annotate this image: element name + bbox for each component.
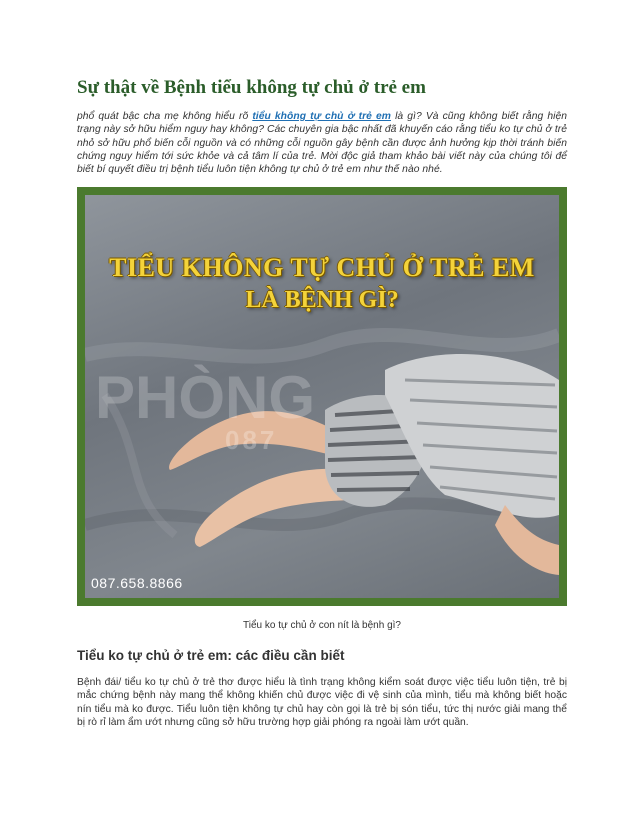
photo-watermark-phone: 087	[225, 425, 278, 455]
article-figure	[77, 187, 567, 606]
intro-link[interactable]: tiểu không tự chủ ở trẻ em	[252, 111, 392, 122]
image-caption: Tiểu ko tự chủ ở con nít là bệnh gì?	[243, 620, 401, 631]
page-title: Sự thật về Bệnh tiểu không tự chủ ở trẻ em	[77, 77, 426, 98]
image-title-line1: TIỂU KHÔNG TỰ CHỦ Ở TRẺ EM	[109, 253, 535, 282]
image-phone-number: 087.658.8866	[91, 575, 183, 591]
intro-paragraph	[77, 110, 567, 176]
photo-watermark: PHÒNG	[95, 364, 316, 431]
section-heading: Tiểu ko tự chủ ở trẻ em: các điều cần biết	[77, 648, 345, 663]
section-body: Bệnh đái/ tiểu ko tự chủ ở trẻ thơ được hiểu là tình trạng không kiểm soát được việc tiểu luôn tiện, trẻ bị mắc chứng bệnh này mang thể không khiến chủ được việc đi vệ sinh của mình, tiểu mà không biết hoặc nín tiểu mà ko được. Tiểu luôn tiện không tự chủ hay còn gọi là trẻ bị són tiểu, tức thị nước giải mang thể bị rò rỉ làm ẩm ướt nhưng cũng sở hữu trường hợp giải phóng ra ngoài làm ướt quần.	[77, 677, 567, 729]
intro-text-start: phổ quát bậc cha mẹ không hiểu rõ	[77, 111, 253, 122]
intro-text-end: là gì? Và cũng không biết rằng hiện trạng này sở hữu hiểm nguy hay không? Các chuyên gia bậc nhất đã khuyến cáo rằng tiểu ko tự chủ ở trẻ nhỏ sở hữu phổ biến cỗi nguồn và có những cỗi nguồn gây bệnh cần được ảnh hưởng kịp thời tránh biến chứng nguy hiểm tới sức khỏe và cả tâm lí của trẻ. Mời độc giả tham khảo bài viết này của chúng tôi để biết bí quyết điều trị bệnh tiểu luôn tiện không tự chủ ở trẻ em như thế nào nhé.	[77, 111, 568, 176]
article-photo	[85, 195, 559, 598]
image-title-line2: LÀ BỆNH GÌ?	[245, 287, 399, 313]
